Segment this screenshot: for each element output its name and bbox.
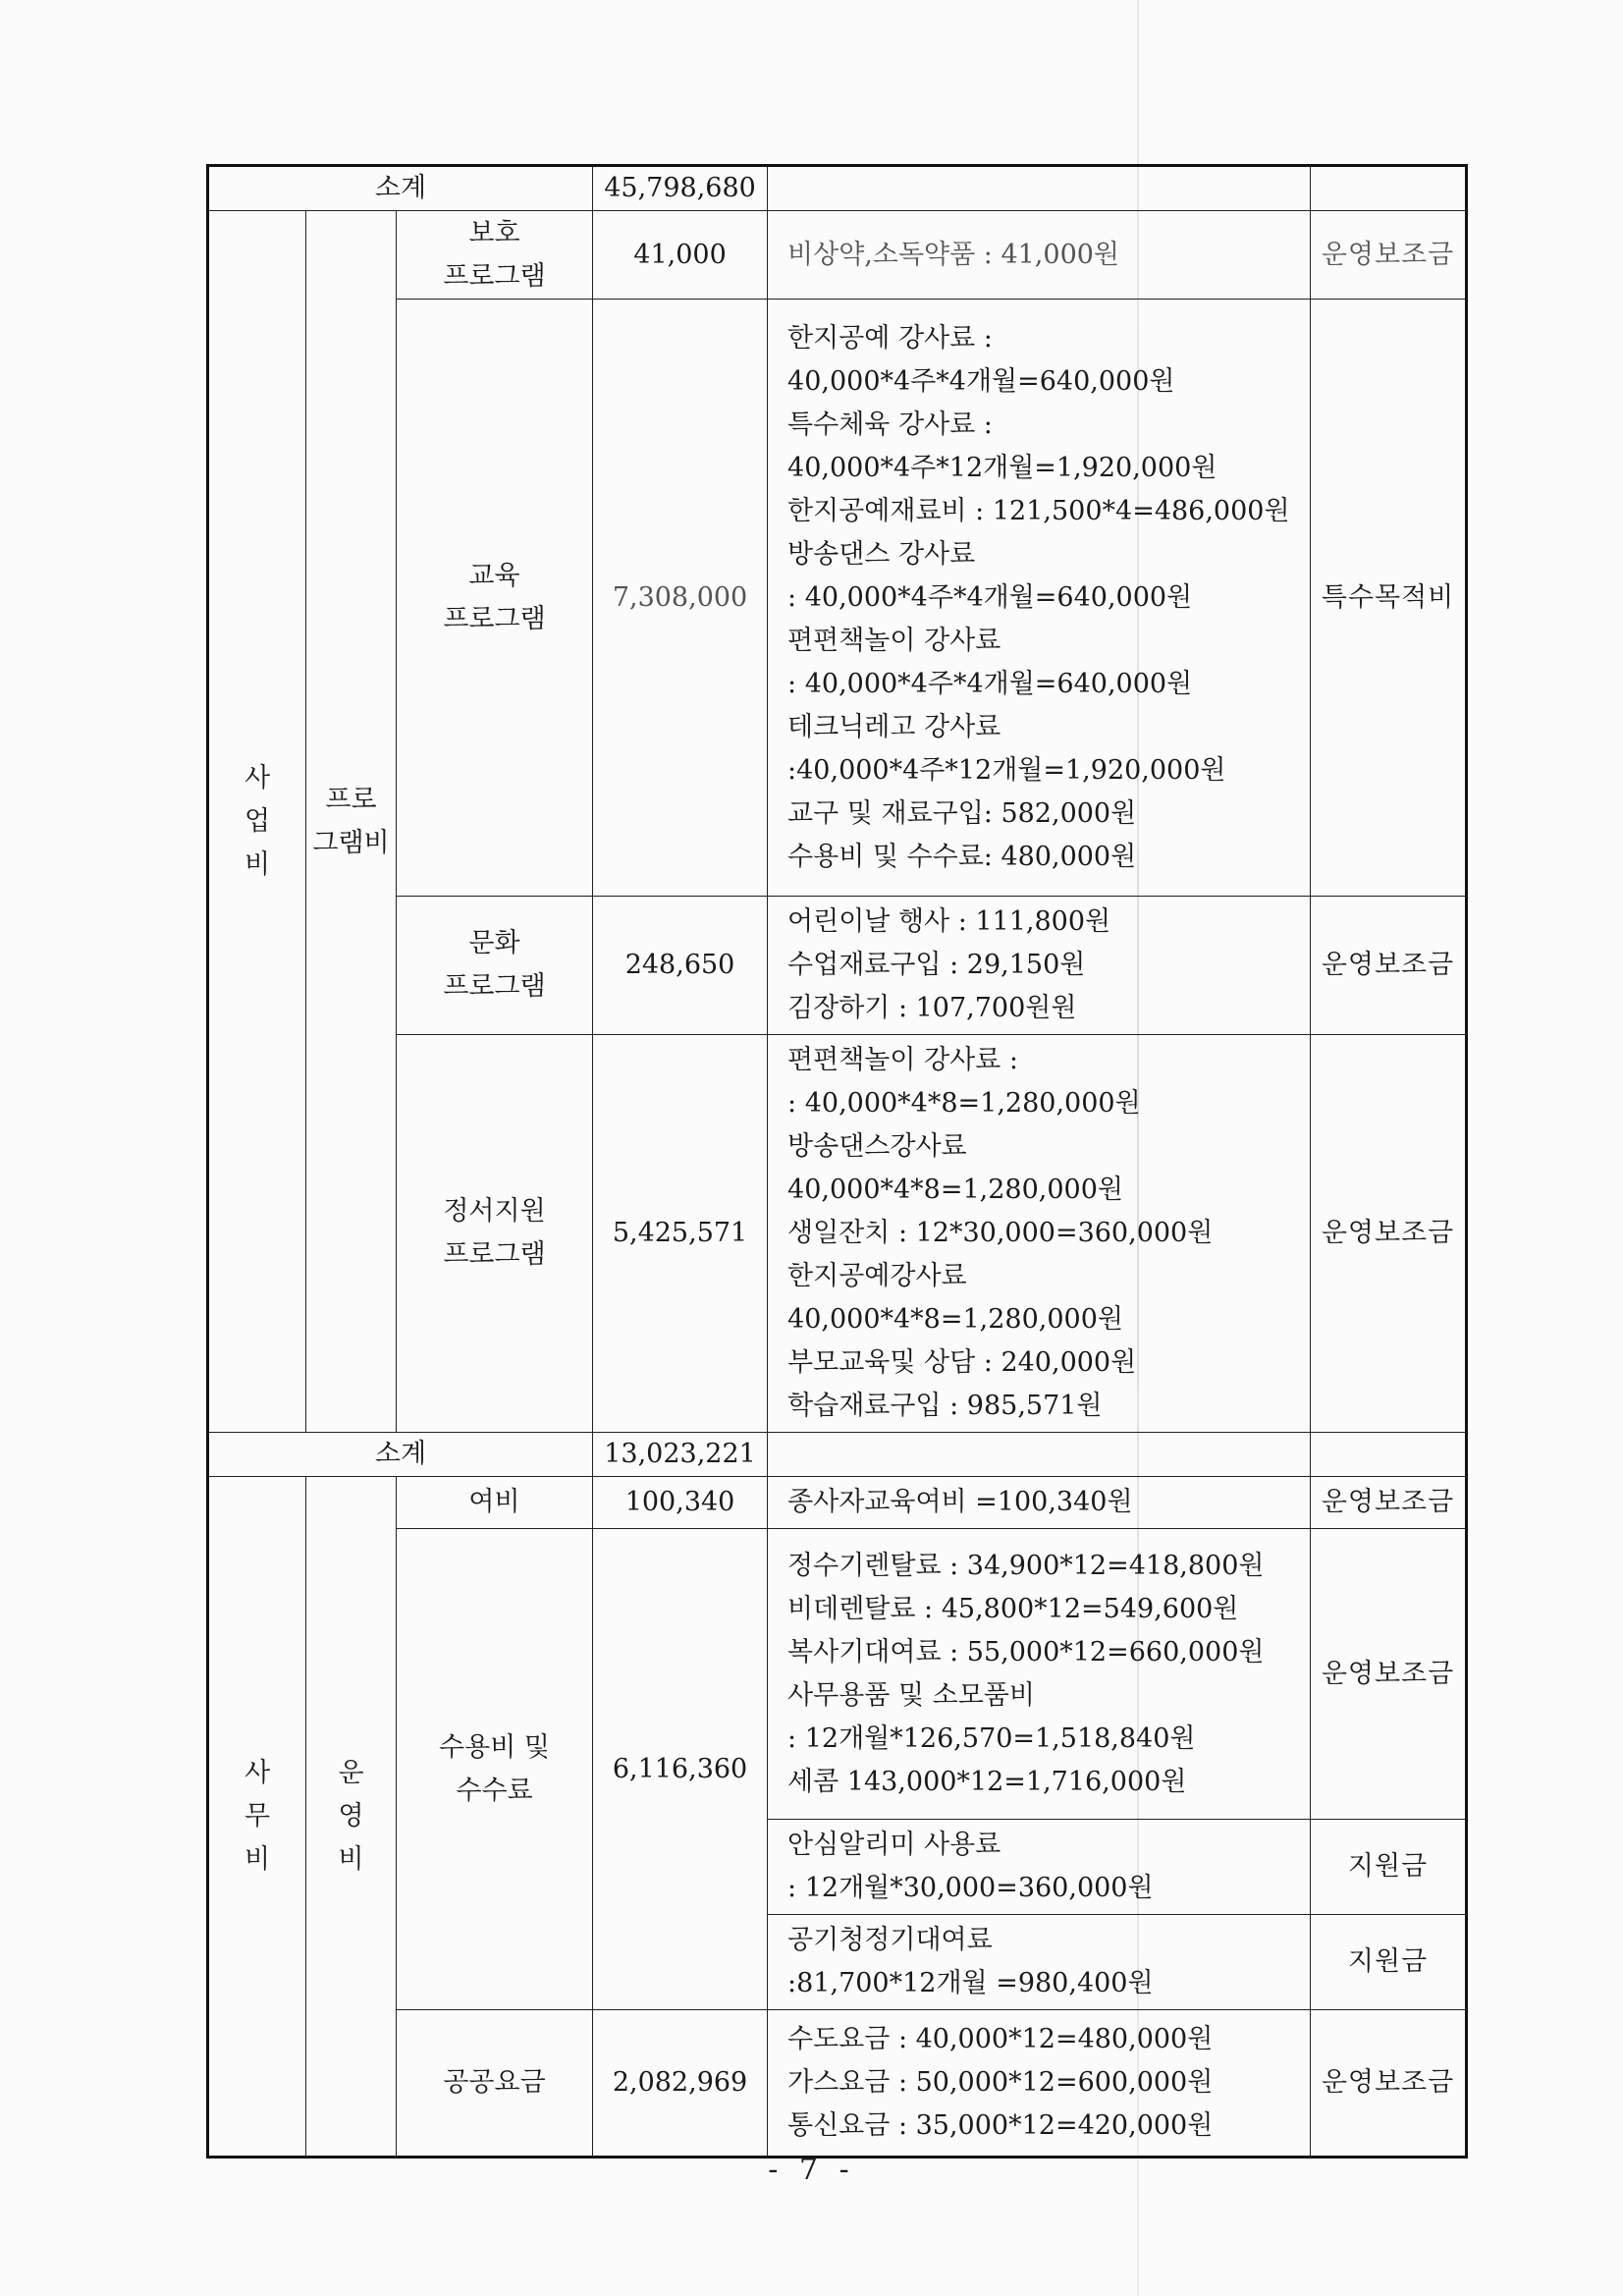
subtotal-fund-empty — [1311, 166, 1467, 211]
item-description: 비상약,소독약품 : 41,000원 — [768, 211, 1311, 300]
funding-source: 운영보조금 — [1311, 1529, 1467, 1820]
subtotal-amount: 45,798,680 — [593, 166, 768, 211]
item-description: 종사자교육여비 =100,340원 — [768, 1477, 1311, 1529]
table-row — [208, 1529, 1467, 1820]
item-amount: 5,425,571 — [593, 1035, 768, 1433]
subtotal-row — [208, 166, 1467, 211]
category-cell: 사 무 비 — [208, 1477, 306, 2158]
item-description: 수도요금 : 40,000*12=480,000원 가스요금 : 50,000*12=600,000원 통신요금 : 35,000*12=420,000원 — [768, 2010, 1311, 2158]
subtotal-amount: 13,023,221 — [593, 1433, 768, 1477]
item-name: 교육 프로그램 — [397, 300, 593, 897]
table-row — [208, 300, 1467, 897]
category-cell: 사 업 비 — [208, 211, 306, 1433]
table-row — [208, 2010, 1467, 2158]
funding-source: 지원금 — [1311, 1915, 1467, 2010]
item-description: 안심알리미 사용료 : 12개월*30,000=360,000원 — [768, 1820, 1311, 1915]
budget-table — [206, 164, 1468, 2159]
subtotal-row — [208, 1433, 1467, 1477]
subtotal-desc-empty — [768, 1433, 1311, 1477]
funding-source: 운영보조금 — [1311, 1477, 1467, 1529]
funding-source: 특수목적비 — [1311, 300, 1467, 897]
item-amount: 6,116,360 — [593, 1529, 768, 2010]
item-name: 정서지원 프로그램 — [397, 1035, 593, 1433]
subtotal-fund-empty — [1311, 1433, 1467, 1477]
item-amount: 7,308,000 — [593, 300, 768, 897]
item-name: 수용비 및 수수료 — [397, 1529, 593, 2010]
table-row — [208, 1035, 1467, 1433]
item-amount: 248,650 — [593, 897, 768, 1035]
subtotal-label: 소계 — [208, 1433, 593, 1477]
subtotal-label: 소계 — [208, 166, 593, 211]
subcategory-cell: 프로 그램비 — [306, 211, 397, 1433]
item-name: 공공요금 — [397, 2010, 593, 2158]
item-amount: 100,340 — [593, 1477, 768, 1529]
budget-page — [206, 164, 1465, 2159]
funding-source: 운영보조금 — [1311, 897, 1467, 1035]
funding-source: 운영보조금 — [1311, 2010, 1467, 2158]
item-description: 공기청정기대여료 :81,700*12개월 =980,400원 — [768, 1915, 1311, 2010]
item-name: 문화 프로그램 — [397, 897, 593, 1035]
item-description: 어린이날 행사 : 111,800원 수업재료구입 : 29,150원 김장하기 : 107,700원원 — [768, 897, 1311, 1035]
page-number: - 7 - — [768, 2153, 855, 2187]
item-description: 정수기렌탈료 : 34,900*12=418,800원 비데렌탈료 : 45,800*12=549,600원 복사기대여료 : 55,000*12=660,000원 사무용품 및 소모품비 : 12개월*126,570=1,518,840원 세콤 143,000*12=1,716,000원 — [768, 1529, 1311, 1820]
subtotal-desc-empty — [768, 166, 1311, 211]
table-row — [208, 211, 1467, 300]
item-description: 한지공예 강사료 : 40,000*4주*4개월=640,000원 특수체육 강사료 : 40,000*4주*12개월=1,920,000원 한지공예재료비 : 121,500*4=486,000원 방송댄스 강사료 : 40,000*4주*4개월=640,000원 편편책놀이 강사료 : 40,000*4주*4개월=640,000원 테크닉레고 강사료 :40,000*4주*12개월=1,920,000원 교구 및 재료구입: 582,000원 수용비 및 수수료: 480,000원 — [768, 300, 1311, 897]
funding-source: 운영보조금 — [1311, 211, 1467, 300]
subcategory-cell: 운 영 비 — [306, 1477, 397, 2158]
funding-source: 지원금 — [1311, 1820, 1467, 1915]
item-amount: 2,082,969 — [593, 2010, 768, 2158]
funding-source: 운영보조금 — [1311, 1035, 1467, 1433]
item-description: 편편책놀이 강사료 : : 40,000*4*8=1,280,000원 방송댄스강사료 40,000*4*8=1,280,000원 생일잔치 : 12*30,000=360,000원 한지공예강사료 40,000*4*8=1,280,000원 부모교육및 상담 : 240,000원 학습재료구입 : 985,571원 — [768, 1035, 1311, 1433]
table-row — [208, 1477, 1467, 1529]
table-row — [208, 897, 1467, 1035]
item-name: 보호 프로그램 — [397, 211, 593, 300]
item-name: 여비 — [397, 1477, 593, 1529]
item-amount: 41,000 — [593, 211, 768, 300]
